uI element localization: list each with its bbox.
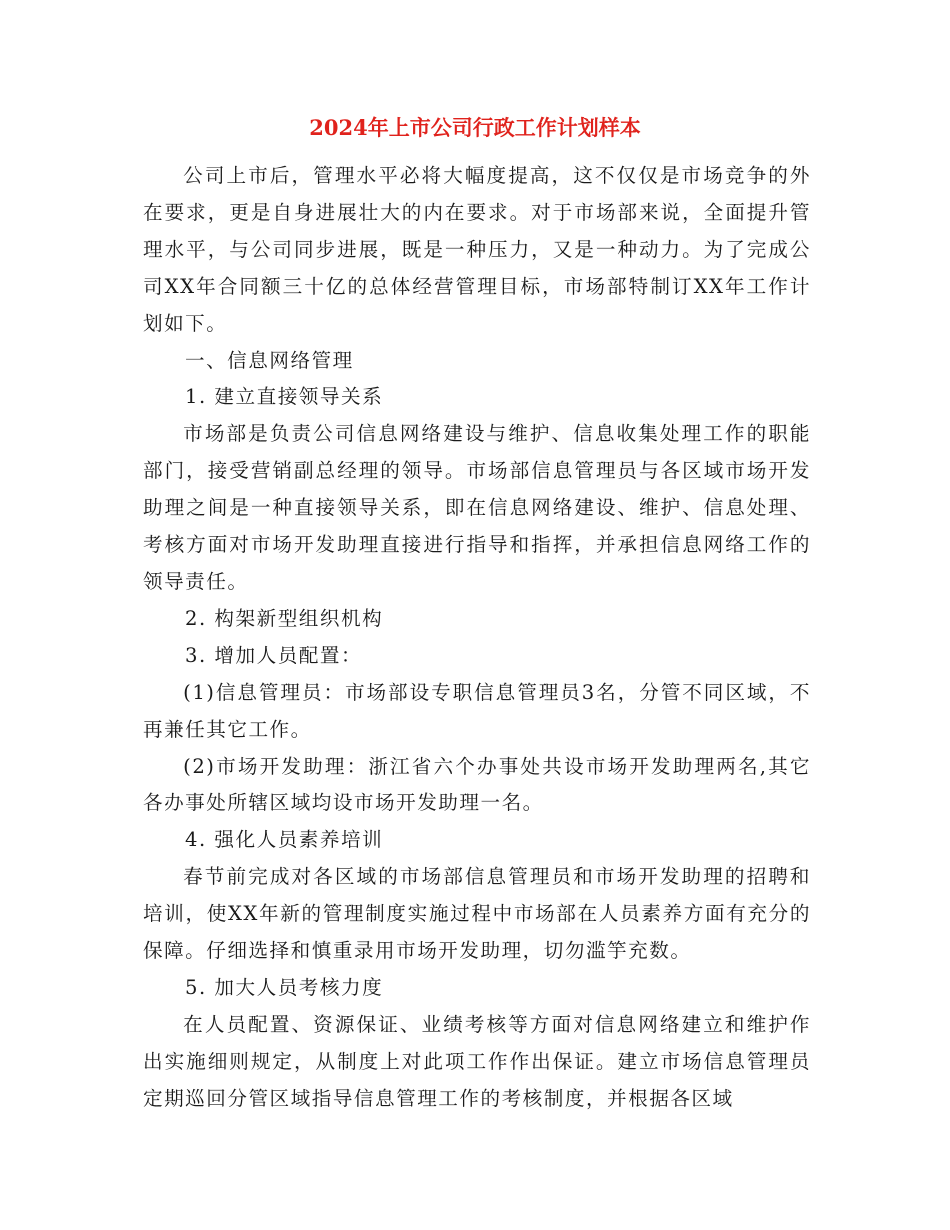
paragraph-leadership: 市场部是负责公司信息网络建设与维护、信息收集处理工作的职能部门，接受营销副总经理的领导。市场部信息管理员与各区域市场开发助理之间是一种直接领导关系，即在信息网络建设、维护、信息处理、考核方面对市场开发助理直接进行指导和指挥，并承担信息网络工作的领导责任。 (143, 422, 811, 593)
item-heading-1: 1. 建立直接领导关系 (185, 385, 384, 409)
item-heading-5: 5. 加大人员考核力度 (185, 975, 384, 999)
item-heading-2: 2. 构架新型组织机构 (185, 606, 384, 630)
document-body (143, 158, 811, 1118)
paragraph-market-assistant: (2)市场开发助理：浙江省六个办事处共设市场开发助理两名,其它各办事处所辖区域均设市场开发助理一名。 (143, 754, 811, 815)
paragraph-assessment: 在人员配置、资源保证、业绩考核等方面对信息网络建立和维护作出实施细则规定，从制度上对此项工作作出保证。建立市场信息管理员定期巡回分管区域指导信息管理工作的考核制度，并根据各区域 (143, 1012, 811, 1110)
paragraph-intro: 公司上市后，管理水平必将大幅度提高，这不仅仅是市场竞争的外在要求，更是自身进展壮大的内在要求。对于市场部来说，全面提升管理水平，与公司同步进展，既是一种压力，又是一种动力。为了完成公司XX年合同额三十亿的总体经营管理目标，市场部特制订XX年工作计划如下。 (143, 164, 811, 335)
document-title: 2024年上市公司行政工作计划样本 (309, 115, 641, 140)
paragraph-training: 春节前完成对各区域的市场部信息管理员和市场开发助理的招聘和培训，使XX年新的管理制度实施过程中市场部在人员素养方面有充分的保障。仔细选择和慎重录用市场开发助理，切勿滥竽充数。 (143, 865, 811, 963)
item-heading-3: 3. 增加人员配置： (185, 643, 363, 667)
paragraph-info-manager: (1)信息管理员：市场部设专职信息管理员3名，分管不同区域，不再兼任其它工作。 (143, 680, 811, 741)
item-heading-4: 4. 强化人员素养培训 (185, 828, 384, 852)
section-heading-info-network: 一、信息网络管理 (185, 348, 354, 372)
